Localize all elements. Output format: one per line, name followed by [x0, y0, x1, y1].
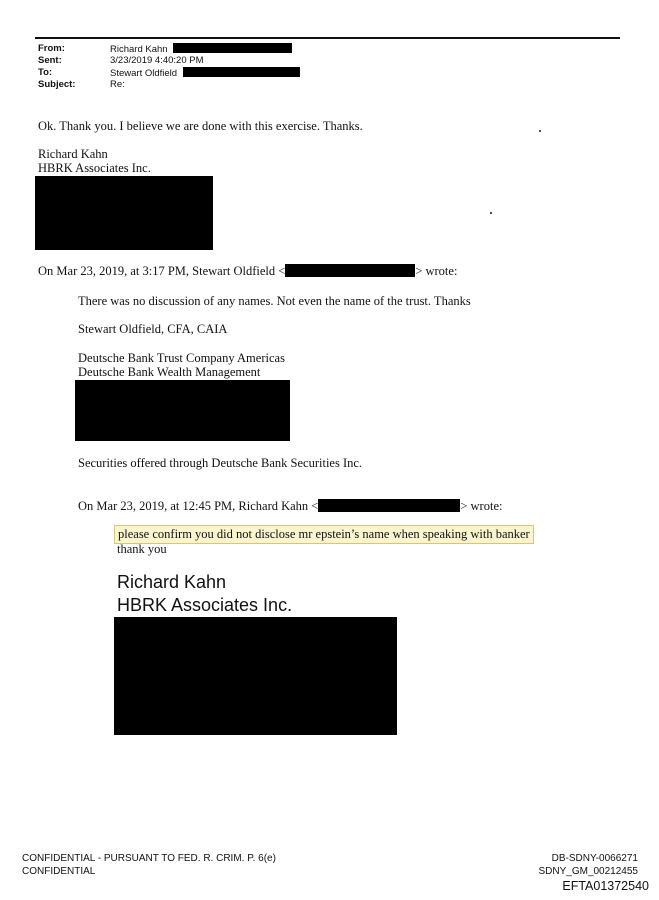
stray-mark: [539, 130, 541, 132]
subject-label: Subject:: [38, 79, 76, 90]
highlighted-request-line: please confirm you did not disclose mr epstein’s name when speaking with banker: [114, 525, 534, 544]
quote2-attribution-pre: On Mar 23, 2019, at 12:45 PM, Richard Kahn <: [78, 499, 319, 513]
reply-signature-name: Richard Kahn: [38, 147, 108, 161]
email-header: [38, 43, 438, 95]
header-rule: [35, 37, 620, 39]
quote2-closing: thank you: [117, 542, 167, 556]
footer-confidential-rule: CONFIDENTIAL - PURSUANT TO FED. R. CRIM. P. 6(e): [22, 853, 276, 864]
reply-body: Ok. Thank you. I believe we are done with this exercise. Thanks.: [38, 119, 363, 133]
reply-signature-company: HBRK Associates Inc.: [38, 161, 151, 175]
quote1-body: There was no discussion of any names. Not even the name of the trust. Thanks: [78, 294, 471, 308]
quote1-signature-name: Stewart Oldfield, CFA, CAIA: [78, 322, 228, 336]
signature-redaction-block: [35, 176, 213, 250]
quote2-email-redaction: [318, 499, 460, 512]
quote2-signature-company: HBRK Associates Inc.: [117, 595, 293, 615]
quote1-disclaimer: Securities offered through Deutsche Bank Securities Inc.: [78, 456, 363, 470]
to-label: To:: [38, 67, 53, 78]
stray-mark: [490, 212, 492, 214]
quote1-signature-org1: Deutsche Bank Trust Company Americas: [78, 351, 285, 365]
to-email-redaction: [183, 67, 300, 77]
quote1-attribution-pre: On Mar 23, 2019, at 3:17 PM, Stewart Oldfield <: [38, 264, 286, 278]
from-label: From:: [38, 43, 65, 54]
quote2-attribution-post: > wrote:: [460, 499, 503, 513]
quote2-attribution: [78, 499, 502, 514]
quote1-attribution: [38, 264, 457, 279]
quote1-signature-redaction-block: [75, 380, 290, 441]
footer-confidential: CONFIDENTIAL: [22, 866, 96, 877]
bates-number-sdny: SDNY_GM_00212455: [538, 866, 638, 877]
to-value: Stewart Oldfield: [110, 68, 178, 79]
to-row: [110, 67, 300, 80]
quote2-signature-name: Richard Kahn: [117, 572, 227, 592]
from-value: Richard Kahn: [110, 44, 168, 55]
bates-number-efta: EFTA01372540: [562, 879, 649, 893]
quote1-attribution-post: > wrote:: [415, 264, 458, 278]
bates-number-db: DB-SDNY-0066271: [551, 853, 638, 864]
subject-value: Re:: [110, 79, 125, 90]
from-email-redaction: [173, 43, 292, 53]
quote1-email-redaction: [285, 264, 415, 277]
quote1-signature-org2: Deutsche Bank Wealth Management: [78, 365, 261, 379]
sent-label: Sent:: [38, 55, 62, 66]
sent-value: 3/23/2019 4:40:20 PM: [110, 55, 204, 66]
quote2-signature-redaction-block: [114, 617, 397, 735]
